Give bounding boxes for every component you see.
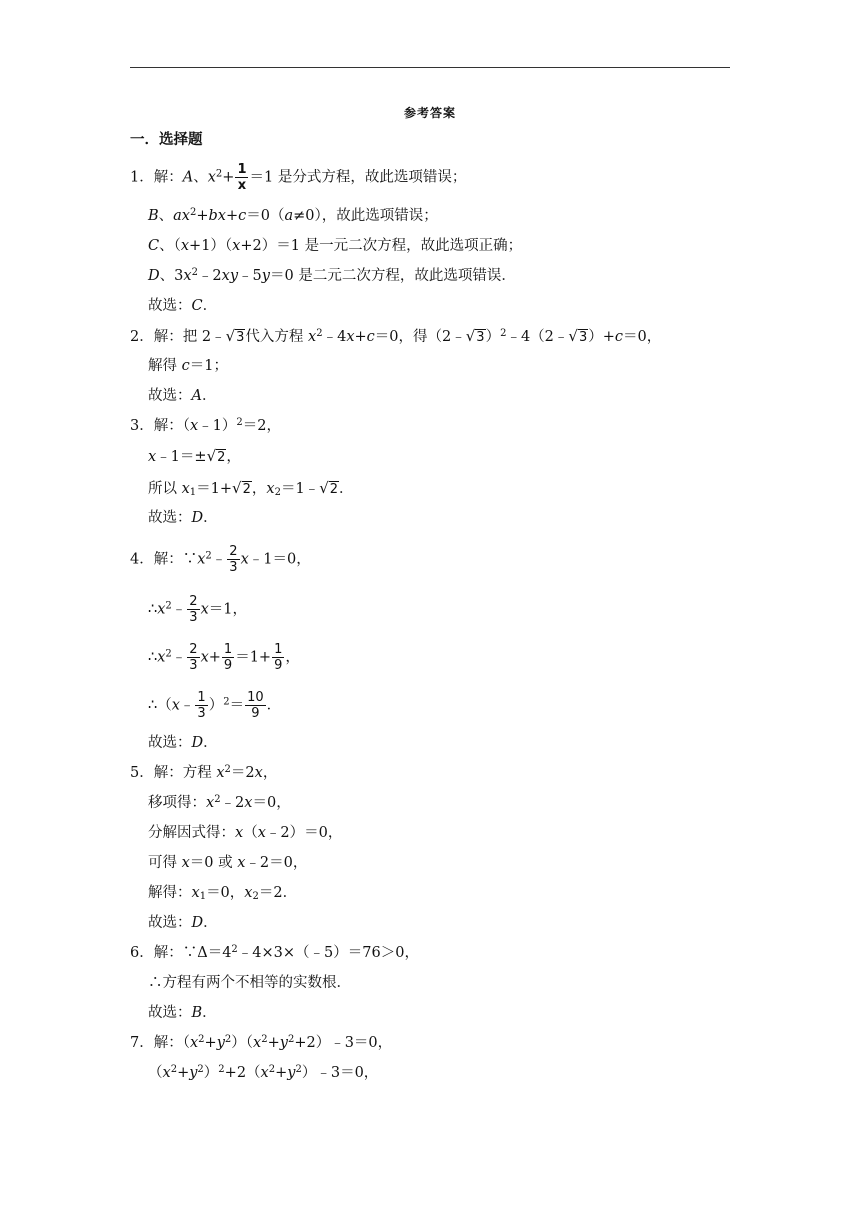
q6-line: 6．解：$\because\Delta=4^2﹣4\times 3\times(﹣5)=76>0$， (130, 944, 419, 961)
q5-step-4: 解得：$x_1=0$，$x_2=2$． (148, 885, 298, 902)
q4-line: 4．解：$\because x^2﹣$ $\frac{2}{3}$ x﹣1＝0， (130, 544, 311, 575)
q1-answer: 故选：C． (148, 298, 218, 314)
q4-step-3: ∴（x﹣ $\frac{1}{3}$ ）$^2$＝ $\frac{10}{9}$ ． (148, 690, 282, 721)
q4-answer: 故选：D． (148, 735, 218, 751)
q3-step: x﹣1＝±√2， (148, 447, 241, 465)
q7-line: 7．解：$(x^2+y^2)(x^2+y^2+2)﹣3=0$， (130, 1034, 393, 1051)
section-heading: 一．选择题 (130, 131, 203, 148)
q2-answer: 故选：A． (148, 388, 217, 404)
q5-answer: 故选：D． (148, 915, 218, 931)
q7-step: $(x^2+y^2)^2+2(x^2+y^2)﹣3=0$， (148, 1064, 379, 1081)
q5-step-3: 可得 x＝0 或 x﹣2＝0， (148, 855, 308, 871)
q1-option-c: C、（x+1）（x+2）＝1 是一元二次方程，故此选项正确； (148, 238, 523, 254)
q3-answer: 故选：D． (148, 510, 218, 526)
header-rule (130, 67, 730, 68)
q5-step-1: 移项得：$x^2﹣2x=0$， (148, 794, 291, 811)
q1-line: 1．解：A、$x^2+$ $\frac{1}{x}$ ＝1 是分式方程，故此选项错误； (130, 162, 467, 193)
q1-option-d: D、$3x^2﹣2xy﹣5y=0$ 是二元二次方程，故此选项错误． (148, 267, 516, 284)
q1-option-b: B、$ax^2+bx+c=0(a\ne 0)$，故此选项错误； (148, 207, 438, 224)
q2-line: 2．解：把 2﹣√3代入方程 $x^2﹣4x+c=0$，得（2﹣√3）$^2$﹣4（2﹣√3）+c＝0， (130, 327, 662, 345)
q4-step-2: $\therefore x^2﹣$ $\frac{2}{3}$ x+ $\frac{1}{9}$ ＝1+ $\frac{1}{9}$ ， (148, 642, 300, 673)
q5-step-2: 分解因式得：x（x﹣2）＝0， (148, 825, 343, 841)
q3-roots: 所以 $x_1=1+√2$，$x_2=1﹣√2$． (148, 479, 354, 498)
q6-step: ∴方程有两个不相等的实数根． (148, 975, 351, 991)
q6-answer: 故选：B． (148, 1005, 217, 1021)
q4-step-1: $\therefore x^2﹣$ $\frac{2}{3}$ x＝1， (148, 594, 247, 625)
page-title: 参考答案 (403, 106, 456, 120)
q3-line: 3．解：（x﹣1）$^2$＝2， (130, 417, 282, 434)
q5-line: 5．解：方程 $x^2=2x$， (130, 764, 278, 781)
q2-solve: 解得 c＝1； (148, 358, 228, 374)
